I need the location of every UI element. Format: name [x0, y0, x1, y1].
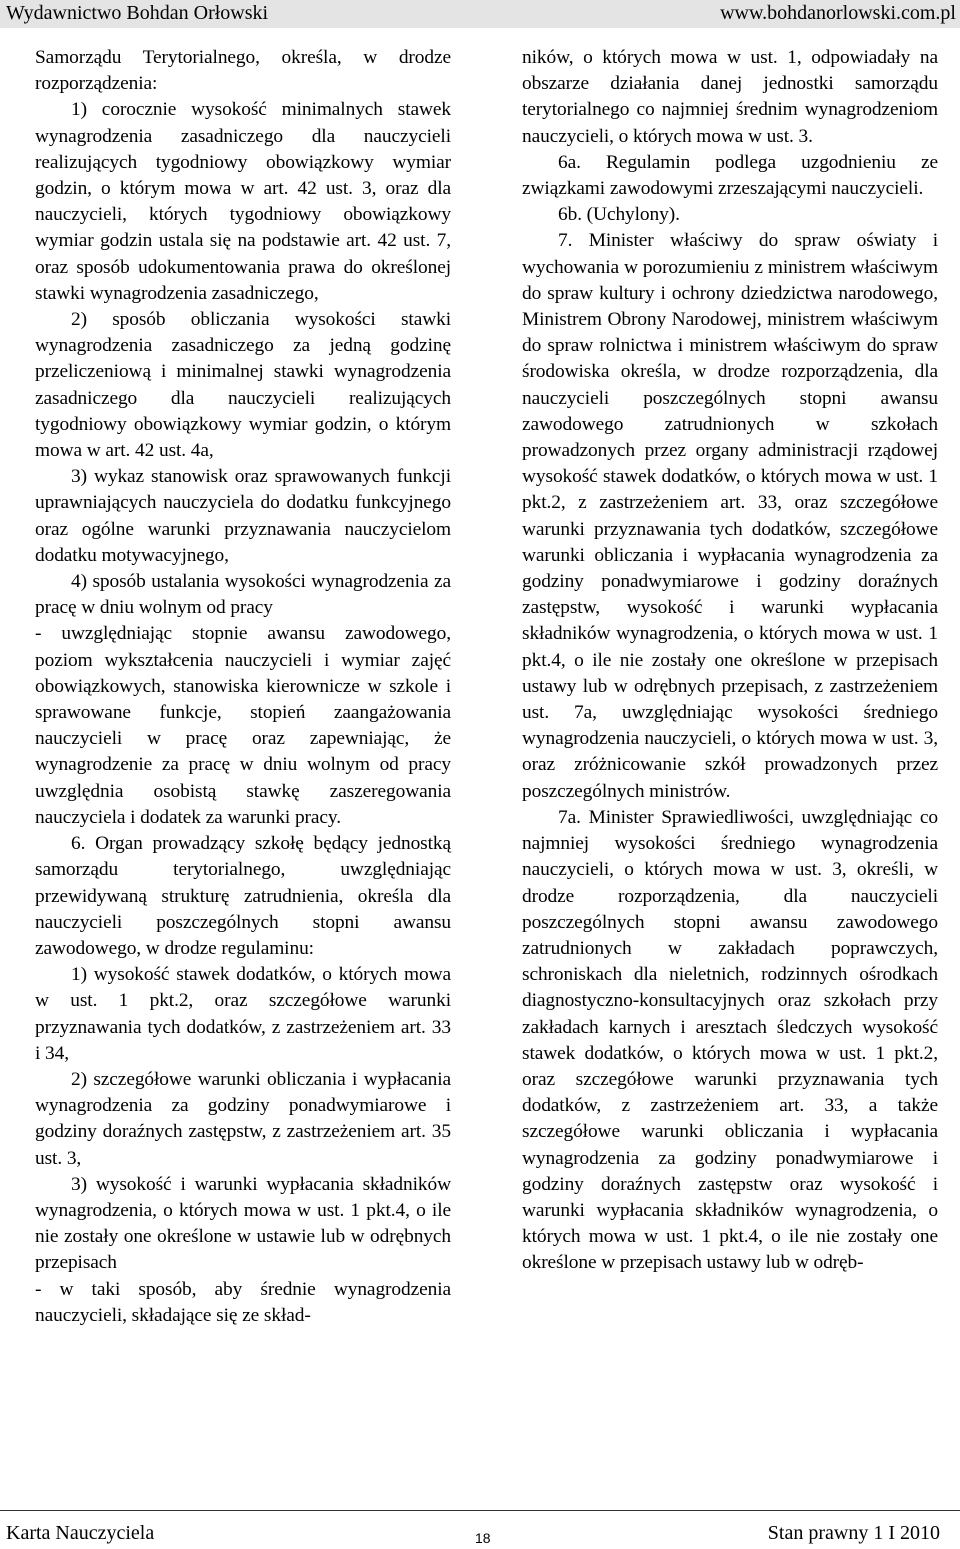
- page-number: 18: [475, 1530, 491, 1546]
- right-text-column: [522, 45, 938, 1277]
- footer-divider: [0, 1510, 960, 1511]
- paragraph: ników, o których mowa w ust. 1, odpowiadały na obszarze działania danej jednostki samorządu terytorialnego co najmniej średnim wynagrodzeniom nauczycieli, o których mowa w ust. 3.: [522, 47, 938, 147]
- page-footer: [0, 1510, 960, 1549]
- paragraph: 2) sposób obliczania wysokości stawki wynagrodzenia zasadniczego za jedną godzinę przeliczeniową i minimalnej stawki wynagrodzenia zasadniczego dla nauczycieli realizujących tygodniowy obowiązkowy wymiar godzin, o którym mowa w art. 42 ust. 4a,: [35, 309, 451, 462]
- paragraph: 6b. (Uchylony).: [558, 204, 680, 226]
- document-title: Karta Nauczyciela: [6, 1522, 155, 1544]
- page-header: [0, 0, 960, 28]
- left-text-column: [35, 45, 451, 1329]
- legal-status-date: Stan prawny 1 I 2010: [767, 1522, 940, 1544]
- publisher-website: www.bohdanorlowski.com.pl: [720, 2, 956, 24]
- paragraph: 3) wykaz stanowisk oraz sprawowanych funkcji uprawniających nauczyciela do dodatku funkcyjnego oraz ogólne warunki przyznawania nauczycielom dodatku motywacyjnego,: [35, 466, 451, 566]
- paragraph: 2) szczegółowe warunki obliczania i wypłacania wynagrodzenia za godziny ponadwymiarowe i godziny doraźnych zastępstw, z zastrzeżeniem art. 35 ust. 3,: [35, 1068, 451, 1169]
- paragraph: - w taki sposób, aby średnie wynagrodzenia nauczycieli, składające się ze skład-: [35, 1278, 451, 1326]
- paragraph: 1) wysokość stawek dodatków, o których mowa w ust. 1 pkt.2, oraz szczegółowe warunki przyznawania tych dodatków, z zastrzeżeniem art. 33 i 34,: [35, 964, 451, 1064]
- paragraph: 7. Minister właściwy do spraw oświaty i wychowania w porozumieniu z ministrem właściwym do spraw kultury i ochrony dziedzictwa narodowego, Ministrem Obrony Narodowej, ministrem właściwym do spraw rolnictwa i ministrem właściwym do spraw środowiska określa, w drodze rozporządzenia, dla nauczycieli poszczególnych stopni awansu zawodowego zatrudnionych w szkołach prowadzonych przez organy administracji rządowej wysokość stawek dodatków, o których mowa w ust. 1 pkt.2, z zastrzeżeniem art. 33, oraz szczegółowe warunki przyznawania tych dodatków, szczegółowe warunki obliczania i wypłacania wynagrodzenia za godziny ponadwymiarowe i godziny doraźnych zastępstw, wysokość i warunki wypłacania składników wynagrodzenia, o których mowa w ust. 1 pkt.4, o ile nie zostały one określone w przepisach ustawy lub w odrębnych przepisach, z zastrzeżeniem ust. 7a, uwzględniając wysokości średniego wynagrodzenia nauczycieli, o których mowa w ust. 3, oraz zróżnicowanie szkół prowadzonych przez poszczególnych ministrów.: [522, 230, 938, 802]
- paragraph: 4) sposób ustalania wysokości wynagrodzenia za pracę w dniu wolnym od pracy: [35, 571, 451, 619]
- publisher-name: Wydawnictwo Bohdan Orłowski: [6, 2, 269, 24]
- paragraph: 6. Organ prowadzący szkołę będący jednostką samorządu terytorialnego, uwzględniając przewidywaną strukturę zatrudnienia, określa dla nauczycieli poszczególnych stopni awansu zawodowego, w drodze regulaminu:: [35, 833, 451, 959]
- paragraph: - uwzględniając stopnie awansu zawodowego, poziom wykształcenia nauczycieli i wymiar zajęć obowiązkowych, stanowiska kierownicze w szkole i sprawowane funkcje, stopień zaangażowania nauczycieli w pracę oraz zapewniając, że wynagrodzenie za pracę w dniu wolnym od pracy uwzględnia osobistą stawkę zaszeregowania nauczyciela i dodatek za warunki pracy.: [35, 623, 451, 828]
- paragraph: 6a. Regulamin podlega uzgodnieniu ze związkami zawodowymi zrzeszającymi nauczycieli.: [522, 151, 938, 200]
- paragraph: 7a. Minister Sprawiedliwości, uwzględniając co najmniej wysokości średniego wynagrodzenia nauczycieli, o których mowa w ust. 3, określi, w drodze rozporządzenia, dla nauczycieli poszczególnych stopni awansu zawodowego zatrudnionych w zakładach poprawczych, schroniskach dla nieletnich, rodzinnych ośrodkach diagnostyczno-konsultacyjnych oraz szkołach przy zakładach karnych i aresztach śledczych wysokość stawek dodatków, o których mowa w ust. 1 pkt.2, oraz szczegółowe warunki przyznawania tych dodatków, z zastrzeżeniem art. 33, a także szczegółowe warunki obliczania i wypłacania wynagrodzenia za godziny ponadwymiarowe i godziny doraźnych zastępstw oraz wysokość i warunki wypłacania składników wynagrodzenia, o których mowa w ust. 1 pkt.4, o ile nie zostały one określone w przepisach ustawy lub w odręb-: [522, 806, 938, 1274]
- paragraph: 3) wysokość i warunki wypłacania składników wynagrodzenia, o których mowa w ust. 1 pkt.4, o ile nie zostały one określone w ustawie lub w odrębnych przepisach: [35, 1173, 451, 1274]
- paragraph: Samorządu Terytorialnego, określa, w drodze rozporządzenia:: [35, 47, 451, 95]
- paragraph: 1) corocznie wysokość minimalnych stawek wynagrodzenia zasadniczego dla nauczycieli realizujących tygodniowy obowiązkowy wymiar godzin, o którym mowa w art. 42 ust. 3, oraz dla nauczycieli, których tygodniowy obowiązkowy wymiar godzin ustala się na podstawie art. 42 ust. 7, oraz sposób udokumentowania prawa do określonej stawki wynagrodzenia zasadniczego,: [35, 99, 451, 304]
